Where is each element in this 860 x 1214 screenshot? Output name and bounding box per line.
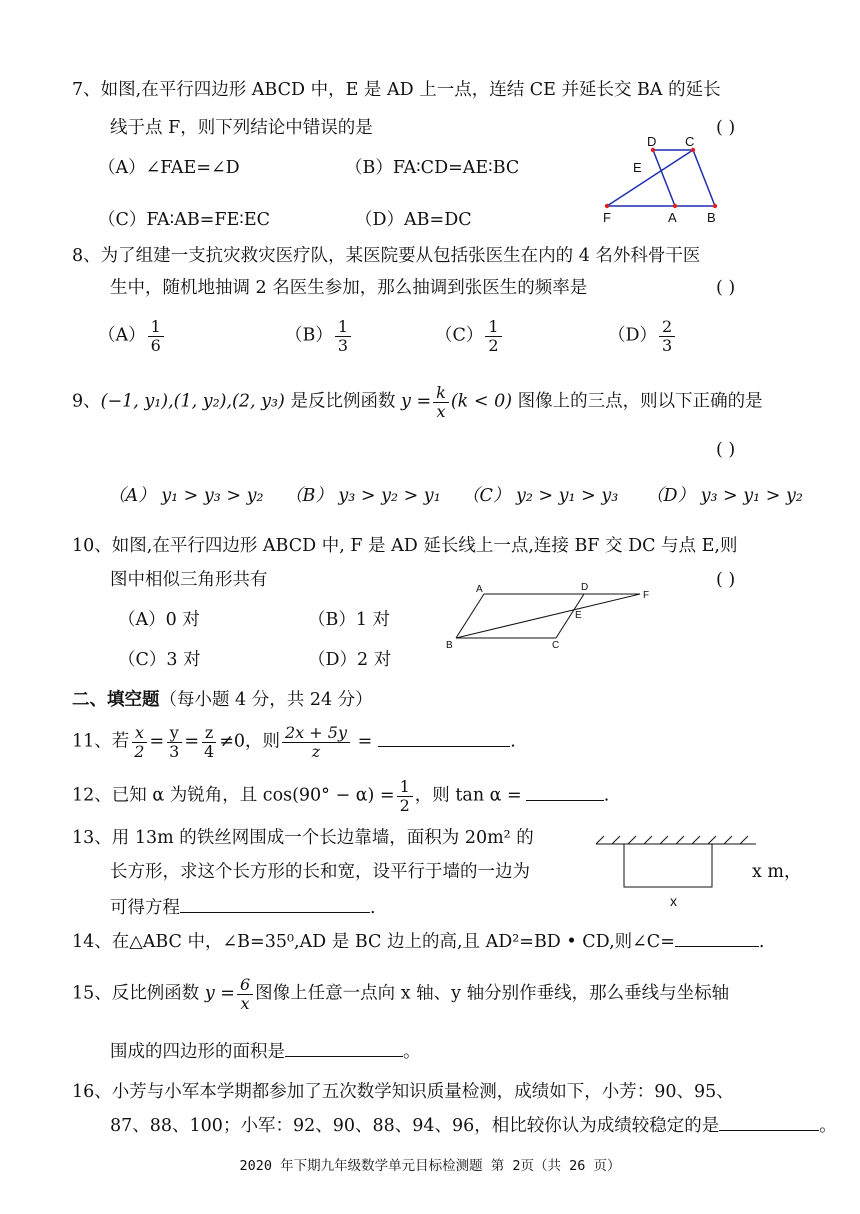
q8-line2: 生中，随机地抽调 2 名医生参加，那么抽调到张医生的频率是 (110, 278, 588, 298)
section-2-note: （每小题 4 分，共 24 分） (159, 690, 373, 710)
q10-option-a: （A）0 对 (118, 610, 200, 630)
q8-option-b-label: （B） (285, 325, 333, 346)
q11-neq: ≠0，则 (219, 731, 280, 752)
q13-unit: x m， (752, 862, 802, 882)
q8-option-b (285, 318, 353, 354)
q7-fig-label-c: C (685, 134, 695, 149)
q12-end: . (603, 785, 610, 806)
q11-f4-num: 2x + 5y (282, 724, 350, 743)
q10-answer-paren[interactable]: ( ) (716, 570, 736, 590)
q12-text2: ，则 tan α = (414, 785, 522, 806)
q9-fn-den: x (436, 401, 446, 421)
q11-answer-blank[interactable] (378, 746, 510, 747)
q15-text1: 15、反比例函数 (72, 983, 205, 1004)
q12-frac-den: 2 (399, 795, 410, 815)
q7-option-a: （A）∠FAE=∠D (98, 158, 240, 178)
q7-fig-label-f: F (603, 210, 611, 225)
q8-option-d (608, 318, 677, 354)
q15-line1 (72, 976, 729, 1012)
q9-answer-paren[interactable]: ( ) (716, 440, 736, 460)
q16-answer-blank[interactable] (719, 1130, 819, 1131)
q14-line (72, 932, 764, 953)
q9-option-d: （D） y₃ > y₁ > y₂ (646, 486, 803, 506)
q14-answer-blank[interactable] (675, 946, 759, 947)
q10-option-c: （C）3 对 (118, 650, 201, 670)
q13-end: . (370, 898, 376, 918)
q8-option-a-label: （A） (98, 325, 146, 346)
q9-suffix: 图像上的三点，则以下正确的是 (512, 391, 763, 412)
q9-stem (72, 384, 763, 420)
q11-eq2: = (184, 731, 199, 752)
q10-fig-label-f: F (643, 590, 650, 601)
q8-c-num: 1 (485, 318, 501, 337)
q8-d-den: 3 (662, 335, 673, 355)
page-footer: 2020 年下期九年级数学单元目标检测题 第 2页（共 26 页） (239, 1158, 621, 1174)
q15-end: 。 (403, 1042, 421, 1062)
q12-text1: 12、已知 α 为锐角，且 cos(90° − α) = (72, 785, 395, 806)
q16-line1: 16、小芳与小军本学期都参加了五次数学知识质量检测，成绩如下，小芳：90、95、 (72, 1082, 734, 1102)
q16-end: 。 (819, 1116, 837, 1136)
q10-line1: 10、如图,在平行四边形 ABCD 中, F 是 AD 延长线上一点,连接 BF 交 DC 与点 E,则 (72, 536, 738, 556)
q11-f3-num: z (202, 724, 216, 743)
q10-line2: 图中相似三角形共有 (110, 570, 268, 590)
q13-line1: 13、用 13m 的铁丝网围成一个长边靠墙，面积为 20m² 的 (72, 828, 534, 848)
q7-fig-label-b: B (707, 210, 716, 225)
q9-cond: (k < 0) (450, 391, 513, 412)
q7-line1: 7、如图,在平行四边形 ABCD 中，E 是 AD 上一点，连结 CE 并延长交 BA 的延长 (72, 80, 721, 100)
q11-prefix: 11、若 (72, 731, 130, 752)
q11-f2-den: 3 (169, 741, 180, 761)
q8-a-num: 1 (148, 318, 164, 337)
q13-line2: 长方形，求这个长方形的长和宽，设平行于墙的一边为 (110, 862, 530, 882)
q16-line2 (110, 1116, 837, 1137)
q7-answer-paren[interactable]: ( ) (716, 118, 736, 138)
q7-option-b: （B）FA∶CD=AE∶BC (345, 158, 520, 178)
q12-line (72, 778, 609, 814)
q14-text: 14、在△ABC 中，∠B=35⁰,AD 是 BC 边上的高,且 AD²=BD • CD,则∠C= (72, 932, 675, 952)
q8-option-c (435, 318, 504, 354)
q13-fig-label-x: x (670, 893, 677, 909)
q15-line2 (110, 1042, 421, 1063)
q11-eq1: = (149, 731, 165, 752)
q8-option-a (98, 318, 166, 354)
q15-fn-lhs: y = (204, 983, 235, 1004)
q10-fig-label-a: A (476, 584, 483, 595)
q9-fn-num: k (433, 384, 449, 403)
q10-option-d: （D）2 对 (308, 650, 392, 670)
q9-option-a: （A） y₁ > y₃ > y₂ (108, 486, 264, 506)
q10-figure (440, 578, 660, 654)
q8-line1: 8、为了组建一支抗灾救灾医疗队，某医院要从包括张医生在内的 4 名外科骨干医 (72, 246, 701, 266)
q9-points: (−1, y₁),(1, y₂),(2, y₃) (100, 391, 285, 412)
q16-line2-text: 87、88、100；小军：92、90、88、94、96，相比较你认为成绩较稳定的是 (110, 1116, 720, 1136)
q8-b-num: 1 (335, 318, 351, 337)
q8-answer-paren[interactable]: ( ) (716, 278, 736, 298)
q10-fig-label-e: E (575, 610, 582, 621)
q10-fig-label-c: C (552, 640, 560, 651)
q8-c-den: 2 (488, 335, 499, 355)
q11-f3-den: 4 (204, 741, 215, 761)
q15-text2: 图像上任意一点向 x 轴、y 轴分别作垂线，那么垂线与坐标轴 (255, 983, 730, 1004)
q13-line3-text: 可得方程 (110, 898, 180, 918)
q11-f2-num: y (167, 724, 182, 743)
q13-answer-blank[interactable] (180, 912, 370, 913)
q9-fn-lhs: y = (401, 391, 432, 412)
q7-option-c: （C）FA∶AB=FE∶EC (98, 210, 271, 230)
q15-answer-blank[interactable] (285, 1056, 403, 1057)
q7-figure (595, 130, 735, 228)
q10-option-b: （B）1 对 (308, 610, 391, 630)
q15-fn-den: x (240, 993, 250, 1013)
q15-line2-text: 围成的四边形的面积是 (110, 1042, 285, 1062)
q14-end: . (758, 932, 765, 952)
q15-fn-num: 6 (237, 976, 253, 995)
q9-mid: 是反比例函数 (284, 391, 402, 412)
q8-b-den: 3 (337, 335, 349, 355)
q12-answer-blank[interactable] (526, 800, 604, 801)
q8-option-d-label: （D） (608, 325, 658, 346)
q9-prefix: 9、 (72, 391, 101, 412)
q12-frac-num: 1 (397, 778, 413, 797)
q8-d-num: 2 (659, 318, 675, 337)
q7-option-d: （D）AB=DC (355, 210, 472, 230)
q11-line (72, 724, 516, 760)
q8-a-den: 6 (150, 335, 161, 355)
q7-fig-label-a: A (668, 210, 677, 225)
q9-option-c: （C） y₂ > y₁ > y₃ (462, 486, 619, 506)
q11-end: . (510, 731, 516, 752)
q11-f1-den: 2 (134, 741, 145, 761)
q13-figure (590, 832, 760, 912)
q7-fig-label-e: E (633, 160, 642, 175)
q9-option-b: （B） y₃ > y₂ > y₁ (285, 486, 441, 506)
q10-fig-label-b: B (446, 640, 453, 651)
q7-fig-label-d: D (647, 134, 657, 149)
q8-option-c-label: （C） (435, 325, 484, 346)
section-2-title: 二、填空题 (72, 690, 160, 710)
q11-eq3: = (352, 731, 373, 752)
q13-line3 (110, 898, 376, 919)
q10-fig-label-d: D (581, 582, 589, 593)
q11-f4-den: z (311, 741, 321, 761)
q7-line2: 线于点 F，则下列结论中错误的是 (110, 118, 373, 138)
q11-f1-num: x (132, 724, 147, 743)
section-2-heading (72, 690, 373, 711)
